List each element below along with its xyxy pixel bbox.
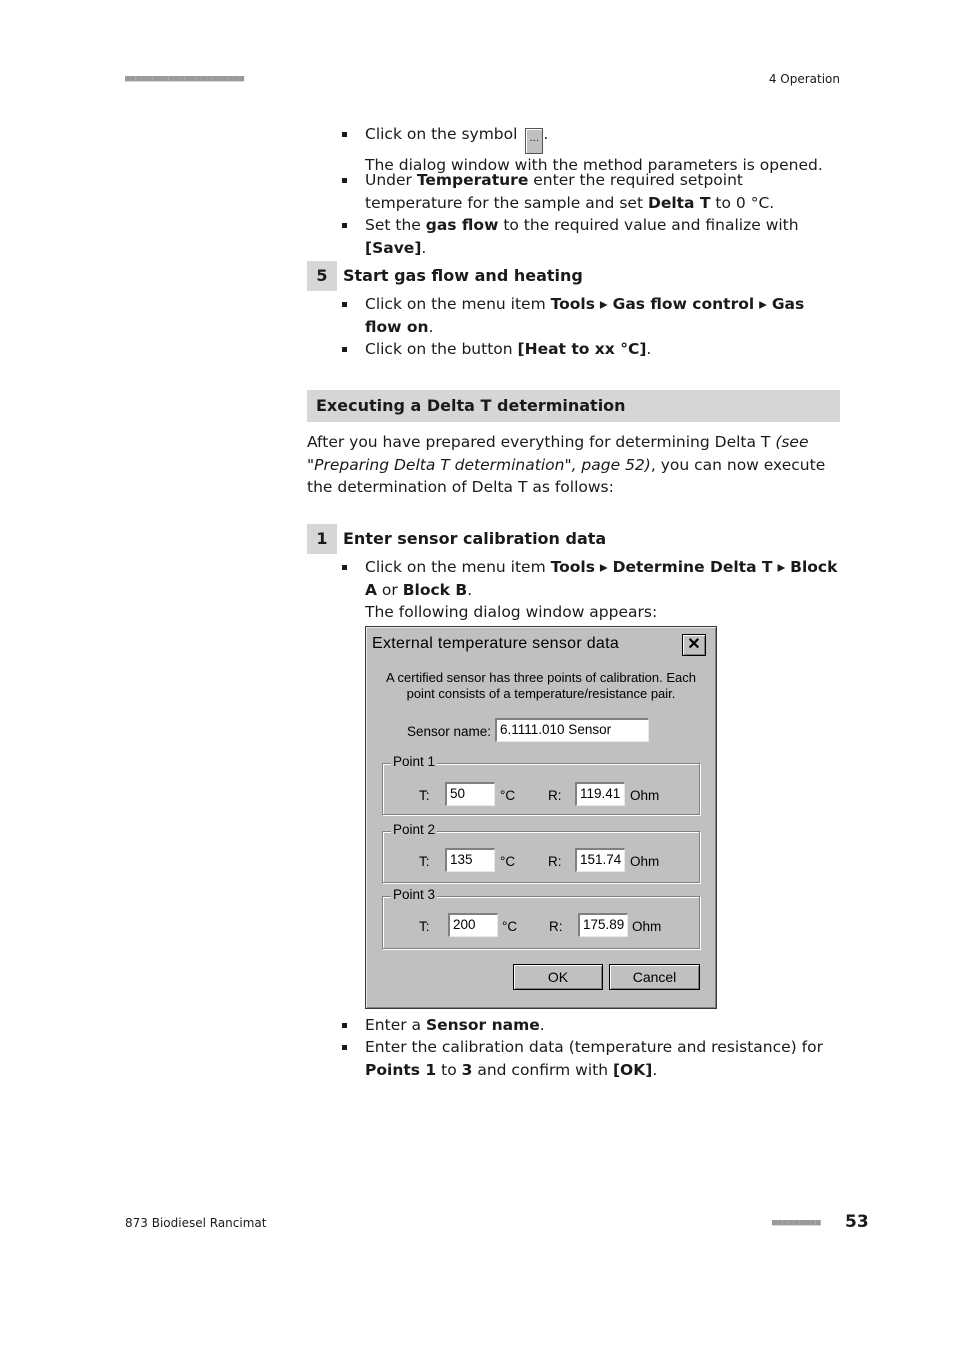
bullet-icon — [342, 178, 347, 183]
list-item: Enter the calibration data (temperature and resistance) for Points 1 to 3 and confirm with [OK]. — [342, 1036, 842, 1081]
list-item: Click on the menu item Tools ▸ Determine Delta T ▸ Block A or Block B. The following dialog window appears: — [342, 556, 842, 624]
bullet-icon — [342, 223, 347, 228]
list-item: Set the gas flow to the required value and finalize with [Save]. — [342, 214, 842, 259]
bullet-icon — [342, 302, 347, 307]
point-1-group: Point 1 T: 50 °C R: 119.41 Ohm — [382, 763, 700, 815]
step-number: 1 — [307, 524, 337, 554]
dialog-title: External temperature sensor data — [372, 635, 620, 652]
list-item: Click on the menu item Tools ▸ Gas flow control ▸ Gas flow on. — [342, 293, 842, 338]
chapter-title: 4 Operation — [768, 72, 840, 86]
section-heading: Executing a Delta T determination — [307, 390, 840, 422]
point-1-temperature-input[interactable]: 50 — [445, 782, 495, 806]
bullet-icon — [342, 132, 347, 137]
point-3-group: Point 3 T: 200 °C R: 175.89 Ohm — [382, 896, 700, 949]
step-title: Start gas flow and heating — [343, 266, 583, 285]
point-2-temperature-input[interactable]: 135 — [445, 848, 495, 872]
dialog-description: A certified sensor has three points of calibration. Each point consists of a temperature/resistance pair. — [385, 670, 696, 701]
sensor-name-input[interactable]: 6.1111.010 Sensor — [495, 718, 649, 742]
list-item: Enter a Sensor name. — [342, 1014, 842, 1037]
footer-product-name: 873 Biodiesel Rancimat — [125, 1216, 267, 1230]
cancel-button[interactable]: Cancel — [609, 964, 700, 990]
list-item: Click on the symbol ... . The dialog window with the method parameters is opened. — [342, 123, 842, 177]
bullet-icon — [342, 347, 347, 352]
dialog-title-bar — [370, 631, 710, 657]
ok-button[interactable]: OK — [513, 964, 603, 990]
point-2-resistance-input[interactable]: 151.74 — [575, 848, 625, 872]
point-3-resistance-input[interactable]: 175.89 — [578, 913, 628, 937]
sensor-name-label: Sensor name: — [407, 724, 492, 739]
list-item: Under Temperature enter the required setpoint temperature for the sample and set Delta T to 0 °C. — [342, 169, 842, 214]
close-icon[interactable]: ✕ — [682, 634, 706, 656]
ellipsis-button-icon: ... — [525, 128, 543, 154]
point-3-temperature-input[interactable]: 200 — [448, 913, 498, 937]
list-item: Click on the button [Heat to xx °C]. — [342, 338, 842, 361]
sensor-data-dialog — [365, 626, 717, 1009]
bullet-icon — [342, 565, 347, 570]
bullet-icon — [342, 1045, 347, 1050]
footer-decoration: ■■■■■■■■■ — [772, 1218, 821, 1228]
point-2-group: Point 2 T: 135 °C R: 151.74 Ohm — [382, 831, 700, 883]
header-decoration: ■■■■■■■■■■■■■■■■■■■■■■ — [125, 74, 245, 84]
step-number: 5 — [307, 261, 337, 291]
step-title: Enter sensor calibration data — [343, 529, 607, 548]
point-1-resistance-input[interactable]: 119.41 — [575, 782, 625, 806]
intro-paragraph: After you have prepared everything for determining Delta T (see "Preparing Delta T determination", page 52), you can now execute the determination of Delta T as follows: — [307, 433, 826, 496]
bullet-icon — [342, 1023, 347, 1028]
page-number: 53 — [845, 1212, 869, 1232]
